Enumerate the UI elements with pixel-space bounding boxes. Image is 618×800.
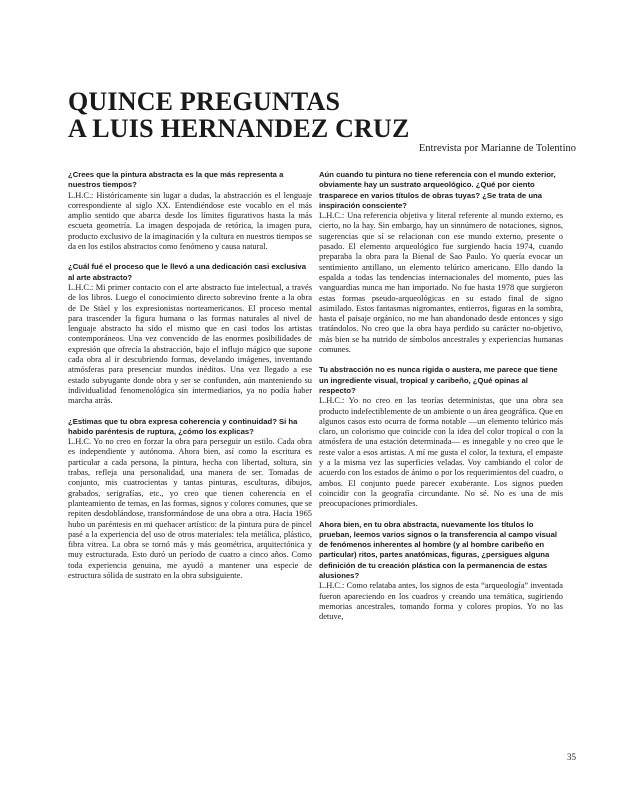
interview-section xyxy=(68,417,312,582)
interview-answer: L.H.C.: Como relataba antes, los signos de esta “arqueología” inventada fueron apareciendo en los cuadros y creando una temática, sugiriendo memorias ancestrales, tomando forma y colores propios. Yo no las detuve, xyxy=(319,581,563,622)
interview-question: ¿Estimas que tu obra expresa coherencia y continuidad? Si ha habido paréntesis de ruptura, ¿cómo los explicas? xyxy=(68,416,298,436)
interview-answer: L.H.C.: Una referencia objetiva y literal referente al mundo externo, es cierto, no la hay. Sin embargo, hay un sinnúmero de notaciones, signos, sugerencias que sí se relacionan con ese mundo externo, presente o pasado. El elemento arqueológico fue surgiendo hacia 1974, cuando preparaba la obra para la Bienal de Sao Paulo. Yo quería evocar un sentimiento antillano, un elemento telúrico americano. Ello dando la espalda a todas las tendencias internacionales del momento, pues las vanguardias nunca me han importado. No fue hasta 1978 que surgieron estas formas pseudo-arqueológicas en su estado final de signo asimilado. Estos fantasmas nigromantes, entierros, figuras en la sombra, hasta el paisaje orgánico, no me han abandonado desde entonces y sigo tratándolos. No creo que la obra haya perdido su carácter no-objetivo, más bien se ha nutrido de símbolos ancestrales y experiencias humanas comunes. xyxy=(319,211,563,355)
interview-answer: L.H.C.: Históricamente sin lugar a dudas, la abstracción es el lenguaje correspondiente al siglo XX. Entendiéndose este vocablo en el más amplio sentido que abarca desde los límites figurativos hasta la más escueta geometría. La imagen despojada de retórica, la imagen pura, producto exclusivo de la imaginación y la cultura en nuestros tiempos se da en los estilos abstractos como fenómeno y causa natural. xyxy=(68,190,312,252)
left-column xyxy=(68,170,312,591)
article-title-line-1: QUINCE PREGUNTAS xyxy=(68,87,341,116)
interview-question: Ahora bien, en tu obra abstracta, nuevamente los títulos lo prueban, leemos varios signos o la transferencia al campo visual de fenómenos inherentes al hombre (y al hombre caribeño en particular) ritos, partes anatómicas, figuras, ¿persigues alguna definición de tu creación plástica con la permanencia de estas alusiones? xyxy=(319,519,557,580)
interview-question: ¿Cuál fué el proceso que le llevó a una dedicación casi exclusiva al arte abstracto? xyxy=(68,262,306,282)
interview-answer: L.H.C. Yo no creo en forzar la obra para perseguir un estilo. Cada obra es independiente y autónoma. Ahora bien, así como la escritura es particular a cada persona, la pintura, hecha con libertad, soltura, sin trabas, refleja una personalidad, una manera de ser. Tomadas de conjunto, mis cuatrocientas y tantas pinturas, esculturas, dibujos, grabados, serigrafías, etc., yo creo que tienen coherencia en el planteamiento de temas, en las formas, signos y colores comunes, que se repiten desdoblándose, transformándose de una obra a otra. Hacia 1965 hubo un paréntesis en mi quehacer artístico: de la pintura pura de pincel pasé a la experiencia del uso de otros materiales: tela metálica, plástico, fibra vitrea. La obra se tornó más y más geométrica, arquitectónica y muy estructurada. Esto duró un período de cuatro a cinco años. Como toda experiencia genuina, me ayudó a mantener una especie de estructura sólida de sustrato en la obra subsiguiente. xyxy=(68,437,312,580)
interview-answer: L.H.C.: Yo no creo en las teorías deterministas, que una obra sea producto indefectiblemente de un ambiente o un área geográfica. Que en algunos casos esto ocurra de forma notable —un elemento telúrico más claro, un colorismo que coincide con la idea del color tropical o con la atmósfera de una estación determinada— es innegable y no creo que le reste valor a esos artistas. A mí me gusta el color, la textura, el empaste y a la misma vez las superficies veladas. Voy cambiando el color de acuerdo con los estados de ánimo o por los requerimientos del cuadro, o ambos. El conjunto puede parecer exuberante. Los signos pueden coincidir con la geografía circundante. No sé. No es una de mis preocupaciones primordiales. xyxy=(319,396,563,509)
article-title-line-2: A LUIS HERNANDEZ CRUZ xyxy=(68,114,410,143)
interview-question: Tu abstracción no es nunca rígida o austera, me parece que tiene un ingrediente visual, tropical y caribeño, ¿Qué opinas al respecto? xyxy=(319,365,558,395)
article-title xyxy=(68,88,568,142)
interview-section xyxy=(319,520,563,623)
right-column xyxy=(319,170,563,632)
interview-section xyxy=(68,170,312,252)
interview-question: Aún cuando tu pintura no tiene referencia con el mundo exterior, obviamente hay un sustrato arqueológico. ¿Qué por ciento trasparece en varios títulos de obras tuyas? ¿Se trata de una inspiración consciente? xyxy=(319,170,556,210)
page-number: 35 xyxy=(567,752,576,762)
interview-section xyxy=(68,262,312,406)
article-byline: Entrevista por Marianne de Tolentino xyxy=(418,143,576,154)
interview-section xyxy=(319,365,563,509)
interview-question: ¿Crees que la pintura abstracta es la que más representa a nuestros tiempos? xyxy=(68,170,284,190)
interview-answer: L.H.C.: Mi primer contacto con el arte abstracto fue intelectual, a través de los libros. Luego el conocimiento directo sobrevino frente a la obra de De Stäel y los expresionistas norteamericanos. El proceso mental para trascender la figura humana o las formas naturales al nivel de lenguaje abstracto ha sido el mismo que en casi todos los artistas contemporáneos. Una vez convencido de las enormes posibilidades de expresión que ofrecía la abstracción, bajo el influjo mágico que supone cada obra al ir descubriendo formas, develando imágenes, inventando atmósferas para presenciar mundos inéditos. Una vez llegado a ese estado subyugante donde obra y ser se confunden, aún manteniendo su individualidad fenomenológica sin intermediarios, ya no podía haber marcha atrás. xyxy=(68,282,312,406)
interview-section xyxy=(319,170,563,355)
